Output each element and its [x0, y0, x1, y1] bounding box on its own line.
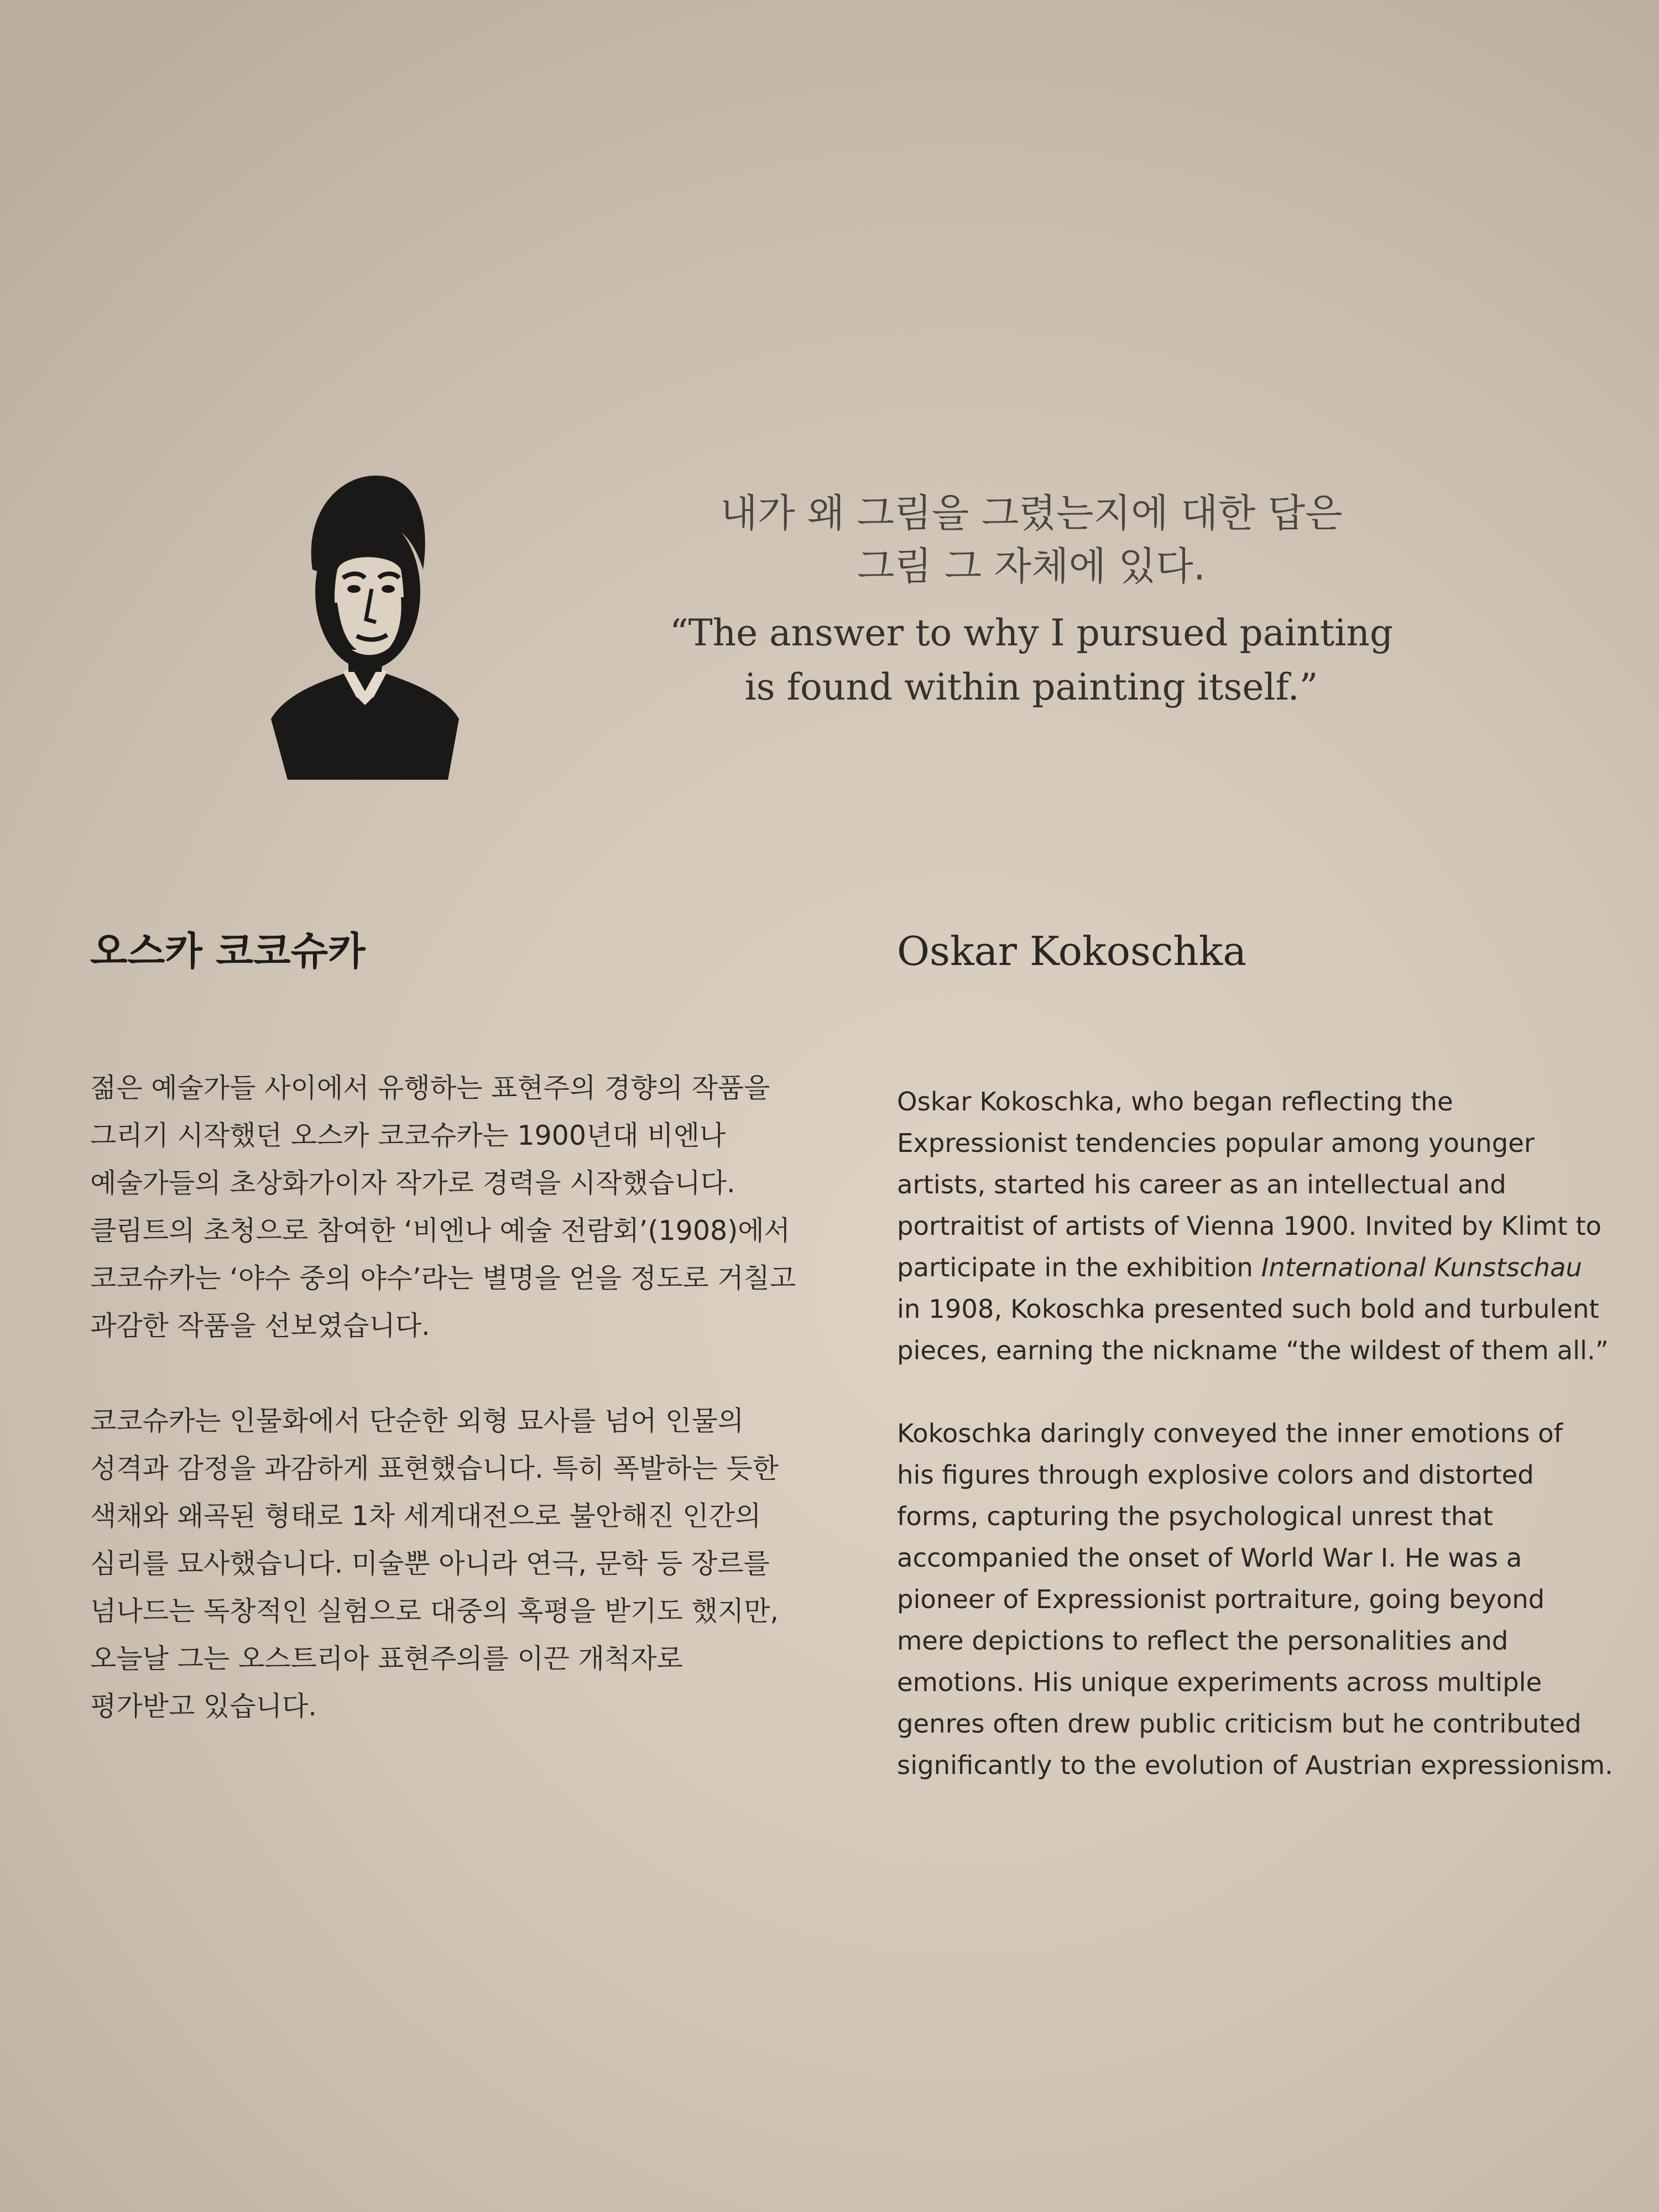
artist-quote [630, 487, 1432, 714]
kokoschka-portrait-icon [265, 453, 465, 780]
text-line: 코코슈카는 인물화에서 단순한 외형 묘사를 넘어 인물의 [90, 1405, 744, 1437]
korean-paragraph-1 [90, 1065, 831, 1350]
text-line: 젊은 예술가들 사이에서 유행하는 표현주의 경향의 작품을 [90, 1072, 770, 1104]
text-line: mere depictions to reflect the personalities and [897, 1626, 1509, 1656]
quote-english [630, 606, 1432, 714]
exhibition-title: International Kunstschau [1261, 1253, 1582, 1282]
quote-korean [630, 487, 1432, 593]
text-line: pioneer of Expressionist portraiture, going beyond [897, 1584, 1545, 1614]
text-line: 오늘날 그는 오스트리아 표현주의를 이끈 개척자로 [90, 1643, 683, 1674]
text-line: 색채와 왜곡된 형태로 1차 세계대전으로 불안해진 인간의 [90, 1500, 761, 1532]
text-line: accompanied the onset of World War I. He was a [897, 1543, 1522, 1573]
text-line: artists, started his career as an intellectual and [897, 1170, 1506, 1199]
quote-korean-line: 그림 그 자체에 있다. [857, 544, 1206, 589]
text-line: 심리를 묘사했습니다. 미술뿐 아니라 연극, 문학 등 장르를 [90, 1548, 770, 1579]
text-line: 예술가들의 초상화가이자 작가로 경력을 시작했습니다. [90, 1167, 735, 1199]
text-segment: participate in the exhibition [897, 1253, 1261, 1282]
quote-english-line: is found within painting itself.” [744, 666, 1318, 708]
text-line [897, 1247, 1616, 1288]
korean-title: 오스카 코코슈카 [90, 928, 366, 974]
text-line: Kokoschka daringly conveyed the inner emotions of [897, 1418, 1563, 1448]
text-line: significantly to the evolution of Austrian expressionism. [897, 1750, 1613, 1780]
quote-english-line: “The answer to why I pursued painting [669, 612, 1394, 654]
text-line: his figures through explosive colors and distorted [897, 1460, 1534, 1490]
text-line: portraitist of artists of Vienna 1900. Invited by Klimt to [897, 1211, 1602, 1241]
text-line: Oskar Kokoschka, who began reflecting the [897, 1087, 1453, 1117]
text-line: 과감한 작품을 선보였습니다. [90, 1310, 430, 1342]
text-line: 그리기 시작했던 오스카 코코슈카는 1900년대 비엔나 [90, 1120, 726, 1151]
english-paragraph-2 [897, 1413, 1616, 1786]
english-paragraph-1 [897, 1081, 1616, 1371]
text-line: genres often drew public criticism but he contributed [897, 1709, 1582, 1739]
text-line: 성격과 감정을 과감하게 표현했습니다. 특히 폭발하는 듯한 [90, 1453, 779, 1484]
text-line: 코코슈카는 ‘야수 중의 야수’라는 별명을 얻을 정도로 거칠고 [90, 1262, 796, 1294]
korean-column [90, 921, 831, 1730]
quote-korean-line: 내가 왜 그림을 그렸는지에 대한 답은 [720, 491, 1343, 536]
text-line: pieces, earning the nickname “the wildest of them all.” [897, 1335, 1609, 1365]
english-title: Oskar Kokoschka [897, 928, 1247, 974]
text-line: 클림트의 초청으로 참여한 ‘비엔나 예술 전람회’(1908)에서 [90, 1215, 790, 1246]
text-line: Expressionist tendencies popular among younger [897, 1128, 1535, 1158]
text-line: 평가받고 있습니다. [90, 1691, 317, 1722]
text-line: emotions. His unique experiments across multiple [897, 1667, 1542, 1697]
text-line: in 1908, Kokoschka presented such bold and turbulent [897, 1294, 1599, 1324]
text-line: 넘나드는 독창적인 실험으로 대중의 혹평을 받기도 했지만, [90, 1595, 779, 1627]
english-column [897, 921, 1616, 1786]
korean-paragraph-2 [90, 1397, 831, 1730]
text-line: forms, capturing the psychological unrest that [897, 1501, 1494, 1531]
